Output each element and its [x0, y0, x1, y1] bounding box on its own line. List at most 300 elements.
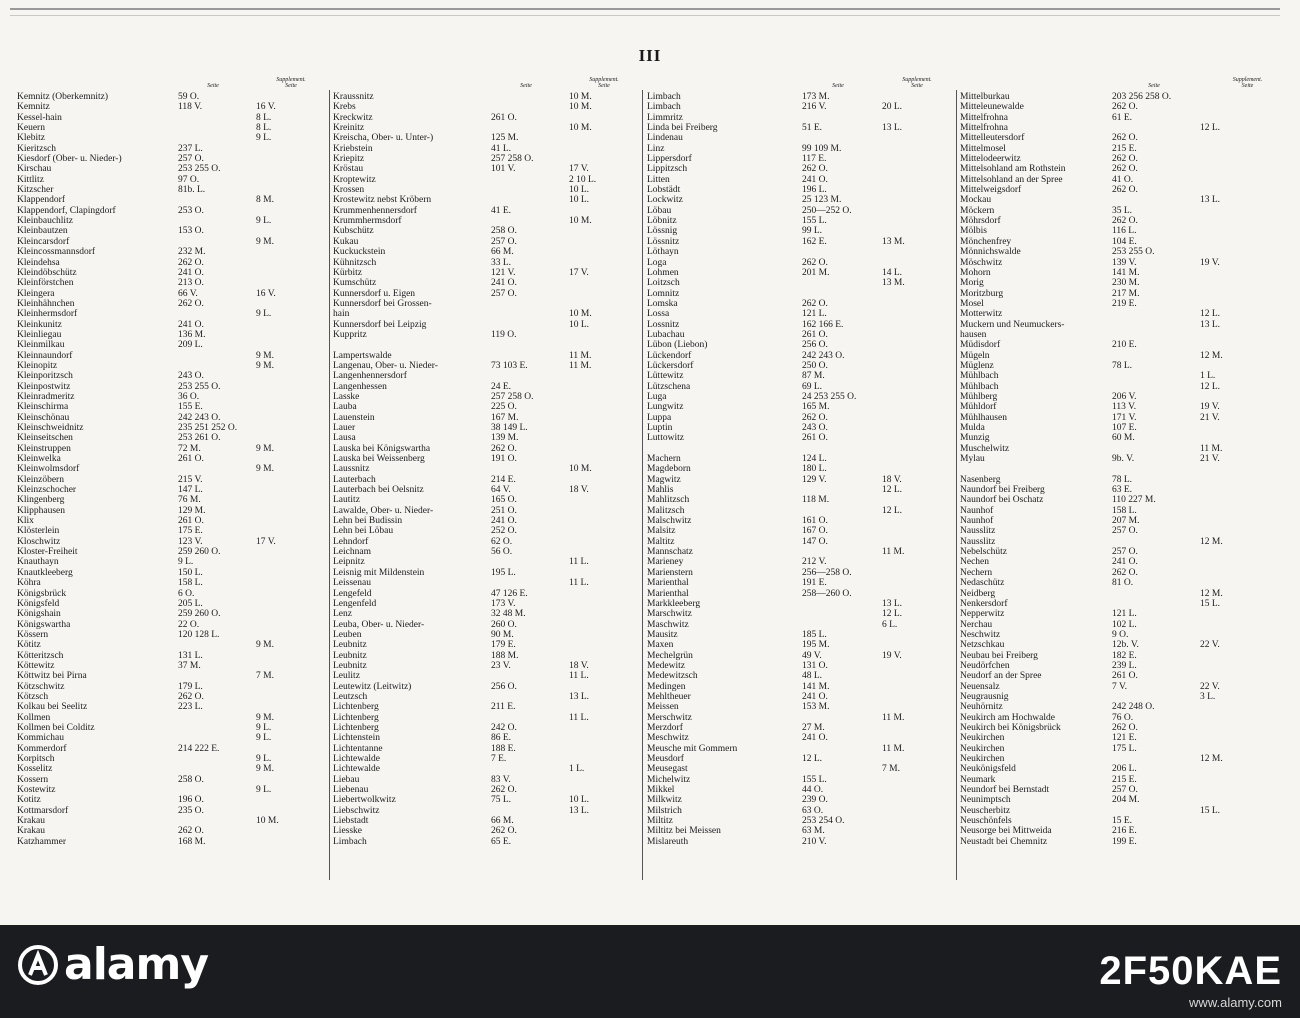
index-row	[17, 764, 326, 774]
seite-ref: 182 E.	[1112, 650, 1137, 661]
place-name: Magdeborn	[647, 464, 691, 475]
place-name: Lichtenberg	[333, 702, 379, 713]
supplement-label: Supplement.	[1232, 77, 1263, 83]
place-name: Kittlitz	[17, 174, 44, 185]
index-row	[960, 113, 1295, 123]
index-row	[333, 713, 639, 723]
place-name: Lüttewitz	[647, 371, 684, 382]
index-row	[17, 299, 326, 309]
place-name: Krossen	[333, 185, 365, 196]
supplement-ref: 16 V.	[256, 288, 276, 299]
place-name: Klappendorf	[17, 195, 66, 206]
seite-ref: 136 M.	[178, 329, 206, 340]
place-name: Kleincossmannsdorf	[17, 247, 96, 258]
index-row	[647, 506, 952, 516]
supplement-ref: 10 M.	[569, 102, 592, 113]
place-name: Lichtentanne	[333, 743, 383, 754]
seite-ref: 117 E.	[802, 154, 827, 165]
seite-ref: 27 M.	[802, 722, 825, 733]
index-row	[960, 526, 1295, 536]
index-row	[333, 578, 639, 588]
index-row	[333, 454, 639, 464]
place-name: Meusdorf	[647, 754, 684, 764]
supplement-ref: 13 M.	[882, 278, 905, 289]
seite-ref: 262 O.	[178, 298, 204, 309]
place-name: Kreischa, Ober- u. Unter-)	[333, 133, 434, 144]
place-name: Lobstädt	[647, 185, 681, 196]
place-name: Kleindöbschütz	[17, 267, 77, 278]
place-name: Mylau	[960, 454, 985, 465]
place-name: Kostewitz	[17, 785, 56, 796]
place-name: Knautkleeberg	[17, 567, 73, 578]
index-row	[647, 133, 952, 143]
index-row	[960, 226, 1295, 236]
index-row	[17, 723, 326, 733]
index-row	[17, 692, 326, 702]
place-name: Kleinhermsdorf	[17, 309, 78, 320]
index-row	[647, 568, 952, 578]
seite-ref: 179 L.	[178, 681, 203, 692]
place-name: Medewitz	[647, 660, 685, 671]
supplement-ref: 21 V.	[1200, 454, 1220, 465]
place-name: Nebelschütz	[960, 547, 1007, 558]
index-row	[960, 206, 1295, 216]
place-name: Lawalde, Ober- u. Nieder-	[333, 505, 434, 516]
place-name: Mühldorf	[960, 402, 997, 413]
seite-ref: 242 243 O.	[802, 350, 845, 361]
seite-ref: 241 O.	[178, 267, 204, 278]
index-row	[960, 289, 1295, 299]
index-row	[17, 444, 326, 454]
seite-ref: 256 O.	[491, 681, 517, 692]
index-row	[647, 371, 952, 381]
seite-ref: 258 O.	[178, 774, 204, 785]
place-name: Kosselitz	[17, 764, 53, 775]
seite-ref: 35 L.	[1112, 205, 1133, 216]
index-row	[333, 423, 639, 433]
supplement-ref: 9 M.	[256, 350, 274, 361]
index-row	[17, 620, 326, 630]
place-name: Nepperwitz	[960, 609, 1005, 620]
index-row	[960, 330, 1295, 340]
supplement-ref: 9 M.	[256, 236, 274, 247]
place-name: Malschwitz	[647, 516, 692, 527]
place-name: Kotitz	[17, 795, 41, 806]
page-number: III	[638, 46, 662, 65]
seite-ref: 251 O.	[491, 505, 517, 516]
index-row	[647, 413, 952, 423]
seite-ref: 120 128 L.	[178, 629, 220, 640]
seite-ref: 113 V.	[1112, 402, 1137, 413]
seite-ref: 161 O.	[802, 516, 828, 527]
seite-ref: 116 L.	[1112, 226, 1137, 237]
seite-ref: 131 L.	[178, 650, 203, 661]
place-name: Kleinliegau	[17, 329, 62, 340]
place-name: Mölbis	[960, 226, 987, 237]
place-name: Kühnitzsch	[333, 257, 377, 268]
seite-ref: 259 260 O.	[178, 547, 221, 558]
seite-ref: 22 O.	[178, 619, 200, 630]
place-name: Mosel	[960, 298, 984, 309]
supplement-seite-label: Seite	[598, 83, 610, 89]
seite-ref: 44 O.	[802, 785, 824, 796]
index-row	[647, 806, 952, 816]
index-row	[647, 671, 952, 681]
index-row	[960, 744, 1295, 754]
index-row	[960, 578, 1295, 588]
place-name: Leipnitz	[333, 557, 365, 568]
seite-ref: 256 O.	[802, 340, 828, 351]
index-row	[647, 589, 952, 599]
place-name: Meissen	[647, 702, 679, 713]
place-name: Limbach	[647, 102, 681, 113]
seite-ref: 9 O.	[1112, 629, 1129, 640]
seite-ref: 261 O.	[491, 112, 517, 123]
place-name: Müdisdorf	[960, 340, 1001, 351]
place-name: Kleinhähnchen	[17, 298, 75, 309]
supplement-label: Supplement.	[276, 77, 306, 83]
index-row	[960, 557, 1295, 567]
index-row	[17, 526, 326, 536]
place-name: Langenau, Ober- u. Nieder-	[333, 360, 438, 371]
supplement-ref: 15 L.	[1200, 805, 1221, 816]
seite-ref: 99 L.	[802, 226, 823, 237]
place-name: Mühlbach	[960, 371, 999, 382]
seite-ref: 118 V.	[178, 102, 203, 113]
seite-ref: 155 E.	[178, 402, 203, 413]
index-row	[17, 123, 326, 133]
place-name: Neunimptsch	[960, 795, 1011, 806]
place-name: Königswartha	[17, 619, 71, 630]
place-name: Lehndorf	[333, 536, 369, 547]
seite-ref: 253 261 O.	[178, 433, 221, 444]
seite-ref: 59 O.	[178, 92, 200, 102]
supplement-ref: 12 M.	[1200, 350, 1223, 361]
index-row	[333, 289, 639, 299]
place-name: Loga	[647, 257, 667, 268]
place-name: Netzschkau	[960, 640, 1005, 651]
seite-ref: 155 L.	[802, 774, 827, 785]
place-name: Lichtewalde	[333, 754, 380, 764]
place-name: Königsfeld	[17, 598, 60, 609]
index-row	[17, 144, 326, 154]
place-name: Milkwitz	[647, 795, 682, 806]
place-name: Kössern	[17, 629, 49, 640]
seite-ref: 235 251 252 O.	[178, 423, 238, 433]
place-name: Mittelsohland am Rothstein	[960, 164, 1066, 175]
index-row	[960, 754, 1295, 764]
index-row	[647, 661, 952, 671]
supplement-ref: 12 M.	[1200, 588, 1223, 599]
index-row	[960, 671, 1295, 681]
place-name: Nechern	[960, 567, 993, 578]
index-row	[333, 506, 639, 516]
seite-ref: 121 V.	[491, 267, 516, 278]
index-row	[647, 495, 952, 505]
index-row	[333, 495, 639, 505]
place-name: Lauterbach	[333, 474, 376, 485]
supplement-header	[1200, 77, 1295, 91]
index-row	[333, 278, 639, 288]
place-name: Lenz	[333, 609, 352, 620]
place-name: Klebitz	[17, 133, 45, 144]
place-name: Kleinmilkau	[17, 340, 65, 351]
index-row	[647, 216, 952, 226]
place-name: Neukirch bei Königsbrück	[960, 722, 1061, 733]
seite-ref: 78 L.	[1112, 360, 1133, 371]
place-name: Neuschönfels	[960, 816, 1012, 827]
seite-ref: 261 O.	[802, 433, 828, 444]
index-row	[647, 464, 952, 474]
place-name: Neundorf bei Bernstadt	[960, 785, 1050, 796]
supplement-ref: 18 V.	[569, 485, 589, 496]
index-row	[333, 237, 639, 247]
place-name: Marieney	[647, 557, 684, 568]
seite-ref: 41 O.	[1112, 174, 1134, 185]
place-name: Lausa	[333, 433, 356, 444]
index-row	[333, 226, 639, 236]
supplement-ref: 11 M.	[569, 350, 592, 361]
index-row	[17, 226, 326, 236]
supplement-ref: 18 V.	[882, 474, 902, 485]
seite-ref: 262 O.	[1112, 164, 1138, 175]
supplement-ref: 22 V.	[1200, 640, 1220, 651]
index-row	[960, 247, 1295, 257]
supplement-ref: 10 M.	[569, 92, 592, 102]
seite-ref: 241 O.	[491, 516, 517, 527]
index-row	[960, 464, 1295, 474]
seite-ref: 199 E.	[1112, 836, 1137, 847]
index-row	[647, 785, 952, 795]
place-name: Meusche mit Gommern	[647, 743, 738, 754]
index-row	[960, 723, 1295, 733]
place-name: Krakau	[17, 816, 45, 827]
index-row	[333, 651, 639, 661]
index-row	[17, 237, 326, 247]
seite-ref: 175 E.	[178, 526, 203, 537]
place-name: Neidberg	[960, 588, 996, 599]
index-row	[647, 444, 952, 454]
seite-header: Seite	[520, 83, 532, 89]
stock-url: www.alamy.com	[1189, 995, 1282, 1010]
supplement-ref: 12 M.	[1200, 754, 1223, 764]
supplement-ref: 17 V.	[569, 164, 589, 175]
seite-ref: 214 E.	[491, 474, 516, 485]
place-name: Liesske	[333, 826, 363, 837]
supplement-seite-label: Seite	[1241, 83, 1254, 89]
index-row	[333, 340, 639, 350]
index-row	[960, 185, 1295, 195]
index-row	[333, 392, 639, 402]
place-name: Miltitz bei Meissen	[647, 826, 721, 837]
index-row	[333, 754, 639, 764]
index-row	[647, 226, 952, 236]
index-row	[333, 723, 639, 733]
place-name: Naunhof	[960, 505, 994, 516]
place-name: Mehltheuer	[647, 691, 691, 702]
supplement-ref: 16 V.	[256, 102, 276, 113]
place-name: Kleinschirma	[17, 402, 69, 413]
seite-ref: 65 E.	[491, 836, 512, 847]
seite-ref: 241 O.	[802, 733, 828, 744]
place-name: Kötzschwitz	[17, 681, 65, 692]
place-name: Kleinschweidnitz	[17, 423, 84, 433]
seite-ref: 123 V.	[178, 536, 203, 547]
supplement-header	[882, 77, 952, 91]
supplement-ref: 9 L.	[256, 733, 272, 744]
place-name: Kürbitz	[333, 267, 363, 278]
supplement-ref: 12 L.	[882, 505, 903, 516]
place-name: Nausslitz	[960, 526, 996, 537]
index-row	[17, 382, 326, 392]
place-name: Nausslitz	[960, 536, 996, 547]
index-row	[17, 733, 326, 743]
index-row	[960, 154, 1295, 164]
place-name: Korpitsch	[17, 754, 55, 764]
index-row	[960, 423, 1295, 433]
index-row	[960, 495, 1295, 505]
supplement-ref: 11 M.	[569, 360, 592, 371]
place-name: Kollmen bei Colditz	[17, 722, 95, 733]
index-row	[647, 433, 952, 443]
top-border-rule-inner	[10, 15, 1280, 16]
supplement-ref: 9 L.	[256, 754, 272, 764]
supplement-ref: 12 L.	[882, 609, 903, 620]
seite-ref: 242 248 O.	[1112, 702, 1155, 713]
seite-ref: 48 L.	[802, 671, 823, 682]
place-name: Neuscherbitz	[960, 805, 1011, 816]
index-row	[647, 599, 952, 609]
index-row	[647, 557, 952, 567]
seite-ref: 210 V.	[802, 836, 827, 847]
seite-ref: 155 L.	[802, 216, 827, 227]
index-row	[17, 837, 326, 847]
seite-ref: 262 O.	[1112, 102, 1138, 113]
place-name: Munzig	[960, 433, 990, 444]
place-name: Neusorge bei Mittweida	[960, 826, 1052, 837]
index-row	[333, 785, 639, 795]
place-name: Kiesdorf (Ober- u. Nieder-)	[17, 154, 122, 165]
seite-ref: 131 O.	[802, 660, 828, 671]
seite-ref: 188 E.	[491, 743, 516, 754]
place-name: Leutzsch	[333, 691, 368, 702]
place-name: Linda bei Freiberg	[647, 123, 718, 134]
index-row	[333, 102, 639, 112]
index-row	[647, 102, 952, 112]
supplement-ref: 19 V.	[1200, 402, 1220, 413]
place-name: Kriebstein	[333, 143, 373, 154]
place-name: Köttewitz	[17, 660, 55, 671]
place-name: Marienthal	[647, 588, 689, 599]
seite-ref: 239 O.	[802, 795, 828, 806]
index-row	[17, 568, 326, 578]
index-row	[17, 640, 326, 650]
place-name: Liebschwitz	[333, 805, 380, 816]
index-row	[17, 113, 326, 123]
index-row	[17, 671, 326, 681]
index-row	[647, 816, 952, 826]
index-row	[647, 289, 952, 299]
index-row	[960, 589, 1295, 599]
seite-ref: 253 255 O.	[1112, 247, 1155, 258]
seite-ref: 262 O.	[178, 691, 204, 702]
index-row	[960, 826, 1295, 836]
seite-ref: 6 O.	[178, 588, 195, 599]
index-row	[333, 258, 639, 268]
index-row	[17, 826, 326, 836]
index-row	[647, 733, 952, 743]
place-name: Marienstern	[647, 567, 693, 578]
place-name: Lützschena	[647, 381, 691, 392]
index-row	[333, 764, 639, 774]
place-name: Klösterlein	[17, 526, 60, 537]
place-name: Kleinzöbern	[17, 474, 64, 485]
place-name: Lichtewalde	[333, 764, 380, 775]
index-row	[333, 661, 639, 671]
index-row	[333, 702, 639, 712]
seite-ref: 141 M.	[802, 681, 830, 692]
seite-ref: 165 M.	[802, 402, 830, 413]
index-row	[960, 340, 1295, 350]
seite-ref: 76 M.	[178, 495, 201, 506]
seite-ref: 191 E.	[802, 578, 827, 589]
place-name: Mügeln	[960, 350, 990, 361]
place-name: Marschwitz	[647, 609, 692, 620]
seite-ref: 262 O.	[1112, 133, 1138, 144]
place-name: Maschwitz	[647, 619, 689, 630]
seite-ref: 107 E.	[1112, 423, 1137, 433]
index-row	[960, 682, 1295, 692]
place-name: Kleinopitz	[17, 360, 58, 371]
index-row	[960, 102, 1295, 112]
index-row	[960, 133, 1295, 143]
place-name: Muckern und Neumuckers-	[960, 319, 1065, 330]
place-name: Kötteritzsch	[17, 650, 64, 661]
seite-ref: 237 L.	[178, 143, 203, 154]
supplement-ref: 10 L.	[569, 795, 590, 806]
supplement-ref: 11 L.	[569, 712, 589, 723]
index-row	[333, 444, 639, 454]
index-row	[333, 330, 639, 340]
place-name: Mikkel	[647, 785, 675, 796]
index-row	[960, 651, 1295, 661]
index-row	[333, 733, 639, 743]
index-row	[960, 506, 1295, 516]
supplement-ref: 9 L.	[256, 133, 272, 144]
seite-ref: 203 256 258 O.	[1112, 92, 1172, 102]
seite-ref: 180 L.	[802, 464, 827, 475]
index-row	[333, 433, 639, 443]
index-row	[17, 351, 326, 361]
place-name: Kleinradmeritz	[17, 391, 75, 402]
place-name: Neumark	[960, 774, 996, 785]
stock-logo-text: alamy	[64, 939, 208, 990]
seite-ref: 207 M.	[1112, 516, 1140, 527]
index-row	[960, 278, 1295, 288]
place-name: Leubnitz	[333, 660, 367, 671]
place-name: Merschwitz	[647, 712, 692, 723]
supplement-ref: 13 L.	[569, 805, 590, 816]
index-row	[647, 392, 952, 402]
place-name: Markkleeberg	[647, 598, 701, 609]
place-name: Kloster-Freiheit	[17, 547, 78, 558]
seite-ref: 257 O.	[491, 236, 517, 247]
supplement-ref: 13 M.	[882, 236, 905, 247]
place-name: Mockau	[960, 195, 992, 206]
place-name: Mahlitzsch	[647, 495, 690, 506]
seite-ref: 90 M.	[491, 629, 514, 640]
index-row	[17, 133, 326, 143]
